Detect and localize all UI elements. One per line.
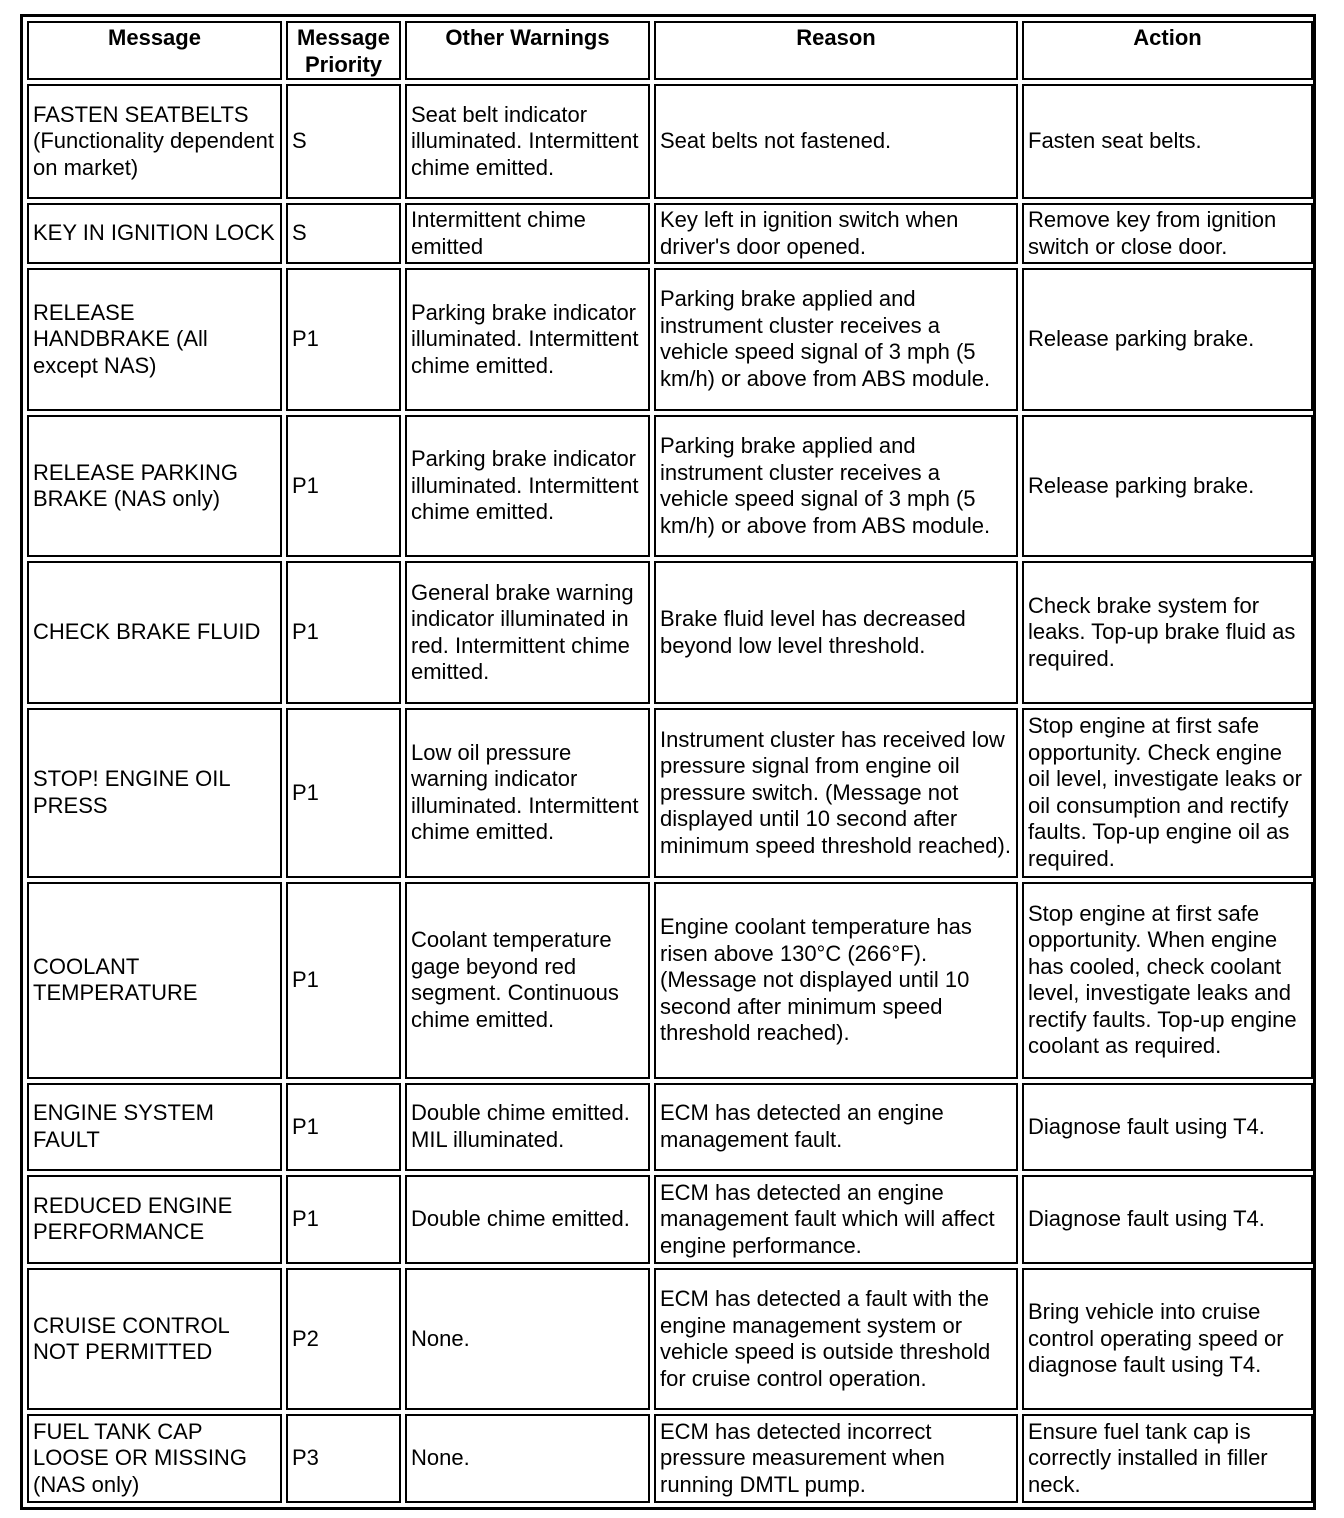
- cell-message: ENGINE SYSTEM FAULT: [27, 1083, 282, 1172]
- cell-priority: S: [286, 203, 401, 264]
- cell-action: Stop engine at first safe opportunity. When engine has cooled, check coolant level, investigate leaks and rectify faults. Top-up engine coolant as required.: [1022, 882, 1313, 1079]
- cell-other-warnings: Intermittent chime emitted: [405, 203, 650, 264]
- table-row: [27, 84, 1313, 199]
- header-reason: Reason: [654, 21, 1018, 80]
- cell-action: Fasten seat belts.: [1022, 84, 1313, 199]
- table-header-row: [27, 21, 1313, 80]
- table-row: [27, 1175, 1313, 1264]
- cell-reason: ECM has detected an engine management fault which will affect engine performance.: [654, 1175, 1018, 1264]
- cell-action: Ensure fuel tank cap is correctly installed in filler neck.: [1022, 1414, 1313, 1503]
- cell-message: CRUISE CONTROL NOT PERMITTED: [27, 1268, 282, 1411]
- cell-action: Diagnose fault using T4.: [1022, 1083, 1313, 1172]
- cell-priority: S: [286, 84, 401, 199]
- cell-priority: P1: [286, 1083, 401, 1172]
- cell-reason: Seat belts not fastened.: [654, 84, 1018, 199]
- cell-message: CHECK BRAKE FLUID: [27, 561, 282, 704]
- cell-other-warnings: Seat belt indicator illuminated. Intermittent chime emitted.: [405, 84, 650, 199]
- cell-other-warnings: Double chime emitted. MIL illuminated.: [405, 1083, 650, 1172]
- cell-reason: ECM has detected a fault with the engine management system or vehicle speed is outside threshold for cruise control operation.: [654, 1268, 1018, 1411]
- table-row: [27, 561, 1313, 704]
- cell-message: FASTEN SEATBELTS (Functionality dependent on market): [27, 84, 282, 199]
- table-row: [27, 415, 1313, 558]
- cell-reason: ECM has detected an engine management fault.: [654, 1083, 1018, 1172]
- cell-message: RELEASE PARKING BRAKE (NAS only): [27, 415, 282, 558]
- table-row: [27, 1083, 1313, 1172]
- cell-priority: P2: [286, 1268, 401, 1411]
- cell-reason: Key left in ignition switch when driver's door opened.: [654, 203, 1018, 264]
- cell-other-warnings: Parking brake indicator illuminated. Intermittent chime emitted.: [405, 268, 650, 411]
- cell-reason: Instrument cluster has received low pressure signal from engine oil pressure switch. (Message not displayed until 10 second after minimum speed threshold reached).: [654, 708, 1018, 878]
- cell-other-warnings: None.: [405, 1268, 650, 1411]
- table-row: [27, 268, 1313, 411]
- cell-other-warnings: Low oil pressure warning indicator illuminated. Intermittent chime emitted.: [405, 708, 650, 878]
- cell-action: Diagnose fault using T4.: [1022, 1175, 1313, 1264]
- cell-action: Remove key from ignition switch or close door.: [1022, 203, 1313, 264]
- cell-priority: P3: [286, 1414, 401, 1503]
- cell-message: COOLANT TEMPERATURE: [27, 882, 282, 1079]
- cell-priority: P1: [286, 1175, 401, 1264]
- header-other-warnings: Other Warnings: [405, 21, 650, 80]
- header-action: Action: [1022, 21, 1313, 80]
- cell-other-warnings: Parking brake indicator illuminated. Intermittent chime emitted.: [405, 415, 650, 558]
- cell-other-warnings: None.: [405, 1414, 650, 1503]
- table-row: [27, 882, 1313, 1079]
- cell-message: FUEL TANK CAP LOOSE OR MISSING (NAS only): [27, 1414, 282, 1503]
- table-row: [27, 203, 1313, 264]
- table-row: [27, 708, 1313, 878]
- table-row: [27, 1414, 1313, 1503]
- cell-reason: Brake fluid level has decreased beyond low level threshold.: [654, 561, 1018, 704]
- cell-action: Release parking brake.: [1022, 415, 1313, 558]
- cell-action: Bring vehicle into cruise control operating speed or diagnose fault using T4.: [1022, 1268, 1313, 1411]
- cell-priority: P1: [286, 561, 401, 704]
- cell-reason: Parking brake applied and instrument cluster receives a vehicle speed signal of 3 mph (5 km/h) or above from ABS module.: [654, 268, 1018, 411]
- message-table-frame: [20, 14, 1316, 1510]
- cell-action: Stop engine at first safe opportunity. Check engine oil level, investigate leaks or oil consumption and rectify faults. Top-up engine oil as required.: [1022, 708, 1313, 878]
- cell-message: KEY IN IGNITION LOCK: [27, 203, 282, 264]
- cell-other-warnings: Coolant temperature gage beyond red segment. Continuous chime emitted.: [405, 882, 650, 1079]
- cell-message: STOP! ENGINE OIL PRESS: [27, 708, 282, 878]
- message-table: [23, 17, 1317, 1507]
- cell-message: REDUCED ENGINE PERFORMANCE: [27, 1175, 282, 1264]
- cell-priority: P1: [286, 882, 401, 1079]
- cell-priority: P1: [286, 708, 401, 878]
- cell-reason: Parking brake applied and instrument cluster receives a vehicle speed signal of 3 mph (5 km/h) or above from ABS module.: [654, 415, 1018, 558]
- cell-other-warnings: General brake warning indicator illuminated in red. Intermittent chime emitted.: [405, 561, 650, 704]
- header-message: Message: [27, 21, 282, 80]
- cell-message: RELEASE HANDBRAKE (All except NAS): [27, 268, 282, 411]
- cell-reason: ECM has detected incorrect pressure measurement when running DMTL pump.: [654, 1414, 1018, 1503]
- cell-reason: Engine coolant temperature has risen above 130°C (266°F). (Message not displayed until 10 second after minimum speed threshold reached).: [654, 882, 1018, 1079]
- cell-priority: P1: [286, 415, 401, 558]
- cell-action: Release parking brake.: [1022, 268, 1313, 411]
- cell-other-warnings: Double chime emitted.: [405, 1175, 650, 1264]
- cell-priority: P1: [286, 268, 401, 411]
- cell-action: Check brake system for leaks. Top-up brake fluid as required.: [1022, 561, 1313, 704]
- header-message-priority: Message Priority: [286, 21, 401, 80]
- table-row: [27, 1268, 1313, 1411]
